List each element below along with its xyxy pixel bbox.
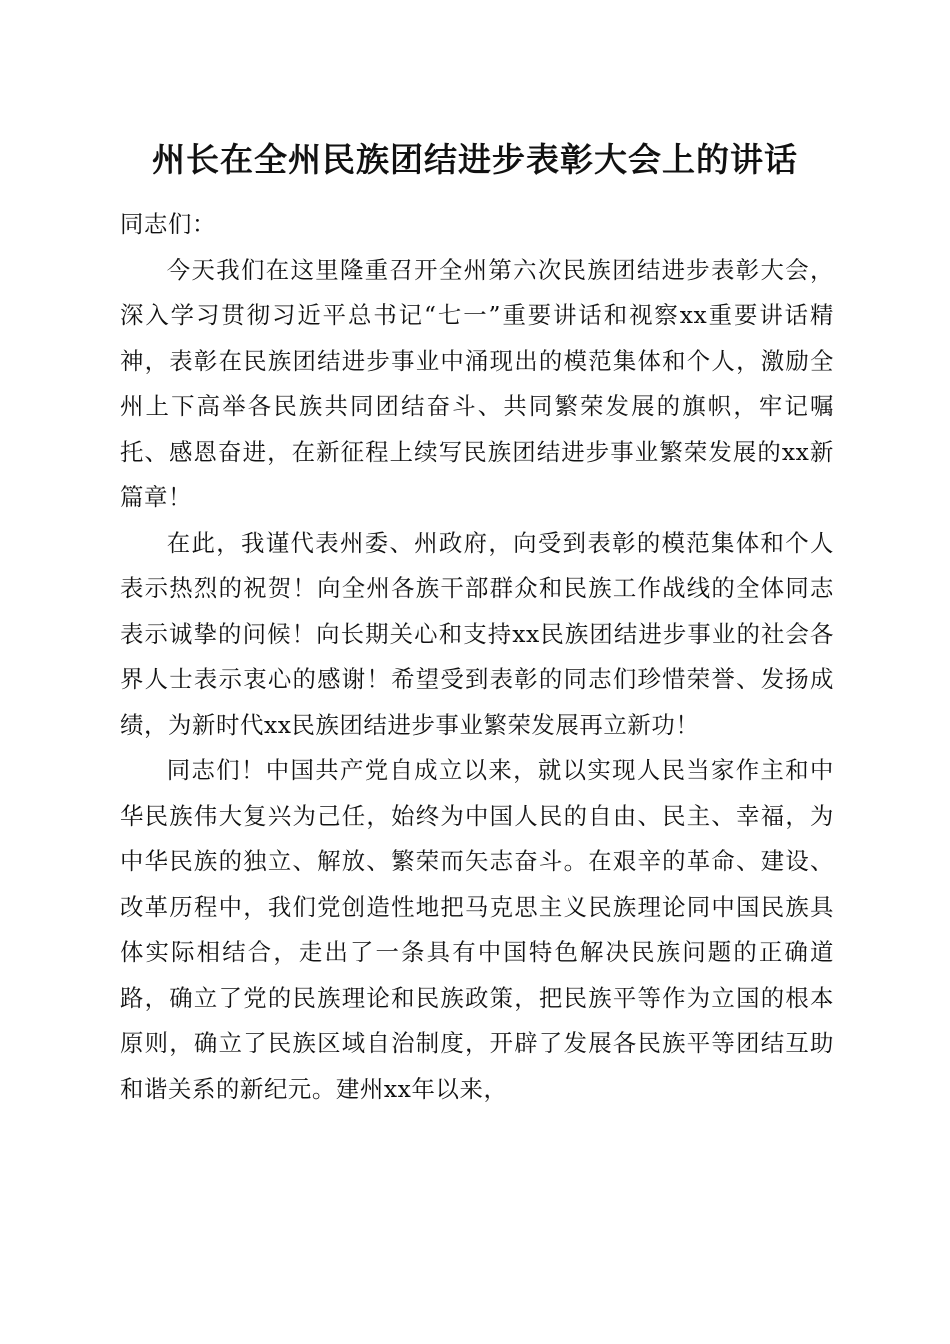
salutation: 同志们：: [120, 210, 216, 238]
paragraph-opening: 今天我们在这里隆重召开全州第六次民族团结进步表彰大会，深入学习贯彻习近平总书记“七一”重要讲话和视察xx重要讲话精神，表彰在民族团结进步事业中涌现出的模范集体和个人，激励全州上下高举各民族共同团结奋斗、共同繁荣发展的旗帜，牢记嘱托、感恩奋进，在新征程上续写民族团结进步事业繁荣发展的xx新篇章！: [120, 255, 834, 511]
paragraph-congratulations: 在此，我谨代表州委、州政府，向受到表彰的模范集体和个人表示热烈的祝贺！向全州各族干部群众和民族工作战线的全体同志表示诚挚的问候！向长期关心和支持xx民族团结进步事业的社会各界人士表示衷心的感谢！希望受到表彰的同志们珍惜荣誉、发扬成绩，为新时代xx民族团结进步事业繁荣发展再立新功！: [120, 528, 834, 739]
paragraph-history: 同志们！中国共产党自成立以来，就以实现人民当家作主和中华民族伟大复兴为己任，始终为中国人民的自由、民主、幸福，为中华民族的独立、解放、繁荣而矢志奋斗。在艰辛的革命、建设、改革历程中，我们党创造性地把马克思主义民族理论同中国民族具体实际相结合，走出了一条具有中国特色解决民族问题的正确道路，确立了党的民族理论和民族政策，把民族平等作为立国的根本原则，确立了民族区域自治制度，开辟了发展各民族平等团结互助和谐关系的新纪元。建州xx年以来，: [120, 756, 834, 1103]
document-body: [120, 202, 834, 1112]
document-title: 州长在全州民族团结进步表彰大会上的讲话: [152, 140, 798, 179]
